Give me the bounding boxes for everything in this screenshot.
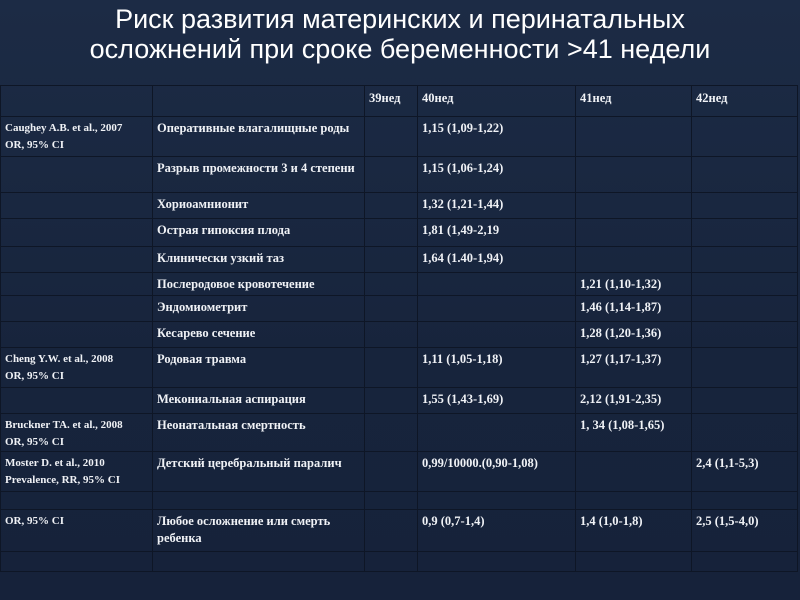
value-41-cell: 1,46 (1,14-1,87) bbox=[576, 296, 692, 322]
value-40-cell bbox=[418, 492, 576, 510]
value-40-cell: 1,32 (1,21-1,44) bbox=[418, 193, 576, 219]
outcome-cell: Кесарево сечение bbox=[153, 322, 365, 348]
title-line-1: Риск развития материнских и перинатальных bbox=[115, 4, 685, 34]
value-42-cell bbox=[692, 388, 798, 414]
outcome-cell bbox=[153, 492, 365, 510]
value-40-cell bbox=[418, 322, 576, 348]
value-39-cell bbox=[365, 388, 418, 414]
value-41-cell: 1,4 (1,0-1,8) bbox=[576, 510, 692, 552]
outcome-cell: Родовая травма bbox=[153, 348, 365, 388]
value-42-cell: 2,4 (1,1-5,3) bbox=[692, 452, 798, 492]
header-row bbox=[1, 86, 798, 117]
value-39-cell bbox=[365, 296, 418, 322]
header-source bbox=[1, 86, 153, 117]
value-39-cell bbox=[365, 552, 418, 572]
value-41-cell bbox=[576, 193, 692, 219]
value-39-cell bbox=[365, 157, 418, 193]
value-40-cell: 0,9 (0,7-1,4) bbox=[418, 510, 576, 552]
table-row bbox=[1, 322, 798, 348]
value-39-cell bbox=[365, 219, 418, 247]
source-cell bbox=[1, 157, 153, 193]
value-41-cell bbox=[576, 117, 692, 157]
value-42-cell bbox=[692, 157, 798, 193]
value-39-cell bbox=[365, 348, 418, 388]
source-cell: Bruckner TA. et al., 2008 OR, 95% CI bbox=[1, 414, 153, 452]
source-cell: OR, 95% CI bbox=[1, 510, 153, 552]
source-cell: Caughey A.B. et al., 2007 OR, 95% CI bbox=[1, 117, 153, 157]
header-41-weeks: 41нед bbox=[576, 86, 692, 117]
value-42-cell bbox=[692, 414, 798, 452]
outcome-cell: Острая гипоксия плода bbox=[153, 219, 365, 247]
outcome-cell: Послеродовое кровотечение bbox=[153, 273, 365, 296]
value-39-cell bbox=[365, 322, 418, 348]
value-39-cell bbox=[365, 452, 418, 492]
source-cell bbox=[1, 296, 153, 322]
header-40-weeks: 40нед bbox=[418, 86, 576, 117]
table-row bbox=[1, 117, 798, 157]
title-line-2: осложнений при сроке беременности >41 недели bbox=[89, 34, 711, 64]
value-40-cell bbox=[418, 273, 576, 296]
value-40-cell: 1,55 (1,43-1,69) bbox=[418, 388, 576, 414]
table-row bbox=[1, 348, 798, 388]
value-39-cell bbox=[365, 414, 418, 452]
value-41-cell: 2,12 (1,91-2,35) bbox=[576, 388, 692, 414]
value-39-cell bbox=[365, 273, 418, 296]
source-cell: Cheng Y.W. et al., 2008 OR, 95% CI bbox=[1, 348, 153, 388]
value-41-cell bbox=[576, 247, 692, 273]
value-40-cell bbox=[418, 552, 576, 572]
header-42-weeks: 42нед bbox=[692, 86, 798, 117]
value-41-cell: 1,27 (1,17-1,37) bbox=[576, 348, 692, 388]
source-cell: Moster D. et al., 2010 Prevalence, RR, 95% CI bbox=[1, 452, 153, 492]
value-41-cell: 1,21 (1,10-1,32) bbox=[576, 273, 692, 296]
outcome-cell: Хориоамнионит bbox=[153, 193, 365, 219]
value-42-cell bbox=[692, 219, 798, 247]
value-40-cell: 1,64 (1.40-1,94) bbox=[418, 247, 576, 273]
value-42-cell bbox=[692, 117, 798, 157]
table-row bbox=[1, 193, 798, 219]
value-40-cell: 1,15 (1,09-1,22) bbox=[418, 117, 576, 157]
outcome-cell bbox=[153, 552, 365, 572]
source-cell bbox=[1, 193, 153, 219]
value-39-cell bbox=[365, 117, 418, 157]
outcome-cell: Детский церебральный паралич bbox=[153, 452, 365, 492]
source-cell bbox=[1, 492, 153, 510]
value-42-cell bbox=[692, 296, 798, 322]
value-40-cell: 1,15 (1,06-1,24) bbox=[418, 157, 576, 193]
value-42-cell bbox=[692, 552, 798, 572]
source-cell bbox=[1, 273, 153, 296]
value-42-cell bbox=[692, 348, 798, 388]
value-42-cell: 2,5 (1,5-4,0) bbox=[692, 510, 798, 552]
outcome-cell: Клинически узкий таз bbox=[153, 247, 365, 273]
outcome-cell: Разрыв промежности 3 и 4 степени bbox=[153, 157, 365, 193]
value-41-cell bbox=[576, 219, 692, 247]
outcome-cell: Мекониальная аспирация bbox=[153, 388, 365, 414]
value-40-cell bbox=[418, 414, 576, 452]
value-42-cell bbox=[692, 322, 798, 348]
value-39-cell bbox=[365, 193, 418, 219]
header-39-weeks: 39нед bbox=[365, 86, 418, 117]
slide-title bbox=[0, 4, 800, 64]
risk-table bbox=[0, 85, 798, 572]
table-row bbox=[1, 452, 798, 492]
outcome-cell: Оперативные влагалищные роды bbox=[153, 117, 365, 157]
value-40-cell bbox=[418, 296, 576, 322]
value-42-cell bbox=[692, 247, 798, 273]
outcome-cell: Любое осложнение или смерть ребенка bbox=[153, 510, 365, 552]
source-cell bbox=[1, 552, 153, 572]
value-41-cell: 1, 34 (1,08-1,65) bbox=[576, 414, 692, 452]
value-41-cell bbox=[576, 552, 692, 572]
table-row bbox=[1, 273, 798, 296]
table-row bbox=[1, 492, 798, 510]
source-cell bbox=[1, 322, 153, 348]
header-outcome bbox=[153, 86, 365, 117]
value-42-cell bbox=[692, 193, 798, 219]
value-40-cell: 0,99/10000.(0,90-1,08) bbox=[418, 452, 576, 492]
value-42-cell bbox=[692, 273, 798, 296]
table-row bbox=[1, 219, 798, 247]
table-row bbox=[1, 388, 798, 414]
value-39-cell bbox=[365, 510, 418, 552]
source-cell bbox=[1, 388, 153, 414]
table-row bbox=[1, 247, 798, 273]
value-41-cell bbox=[576, 492, 692, 510]
table-row bbox=[1, 414, 798, 452]
table-row bbox=[1, 552, 798, 572]
table-row bbox=[1, 510, 798, 552]
outcome-cell: Неонатальная смертность bbox=[153, 414, 365, 452]
table-row bbox=[1, 296, 798, 322]
value-39-cell bbox=[365, 247, 418, 273]
source-cell bbox=[1, 247, 153, 273]
value-41-cell bbox=[576, 157, 692, 193]
value-41-cell bbox=[576, 452, 692, 492]
source-cell bbox=[1, 219, 153, 247]
value-41-cell: 1,28 (1,20-1,36) bbox=[576, 322, 692, 348]
value-40-cell: 1,81 (1,49-2,19 bbox=[418, 219, 576, 247]
value-42-cell bbox=[692, 492, 798, 510]
table-row bbox=[1, 157, 798, 193]
outcome-cell: Эндомиометрит bbox=[153, 296, 365, 322]
value-39-cell bbox=[365, 492, 418, 510]
value-40-cell: 1,11 (1,05-1,18) bbox=[418, 348, 576, 388]
